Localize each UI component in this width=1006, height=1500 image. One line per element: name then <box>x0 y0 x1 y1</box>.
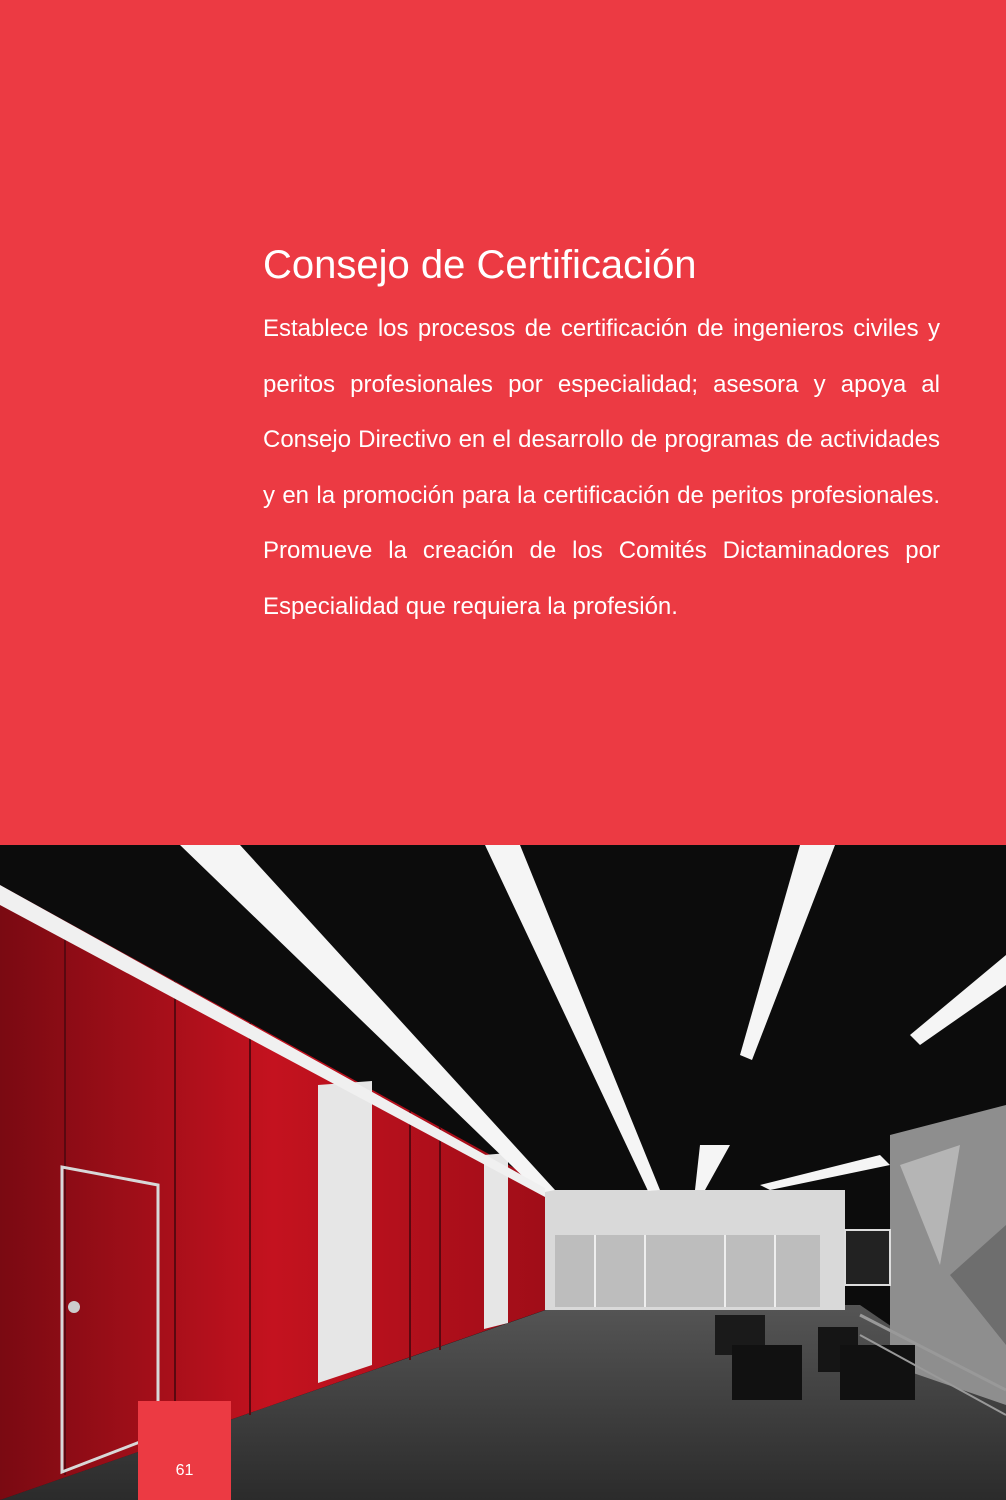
page-number-box <box>138 1401 231 1500</box>
page-number: 61 <box>175 1462 194 1479</box>
section-title: Consejo de Certificación <box>263 243 697 287</box>
section-body-text: Establece los procesos de certificación de ingenieros civiles y peritos profesionales por especialidad; asesora y apoya al Consejo Directivo en el desarrollo de programas de actividades y en la promoción para la certificación de peritos profesionales. Promueve la creación de los Comités Dictaminadores por Especialidad que requiera la profesión. <box>263 315 940 620</box>
